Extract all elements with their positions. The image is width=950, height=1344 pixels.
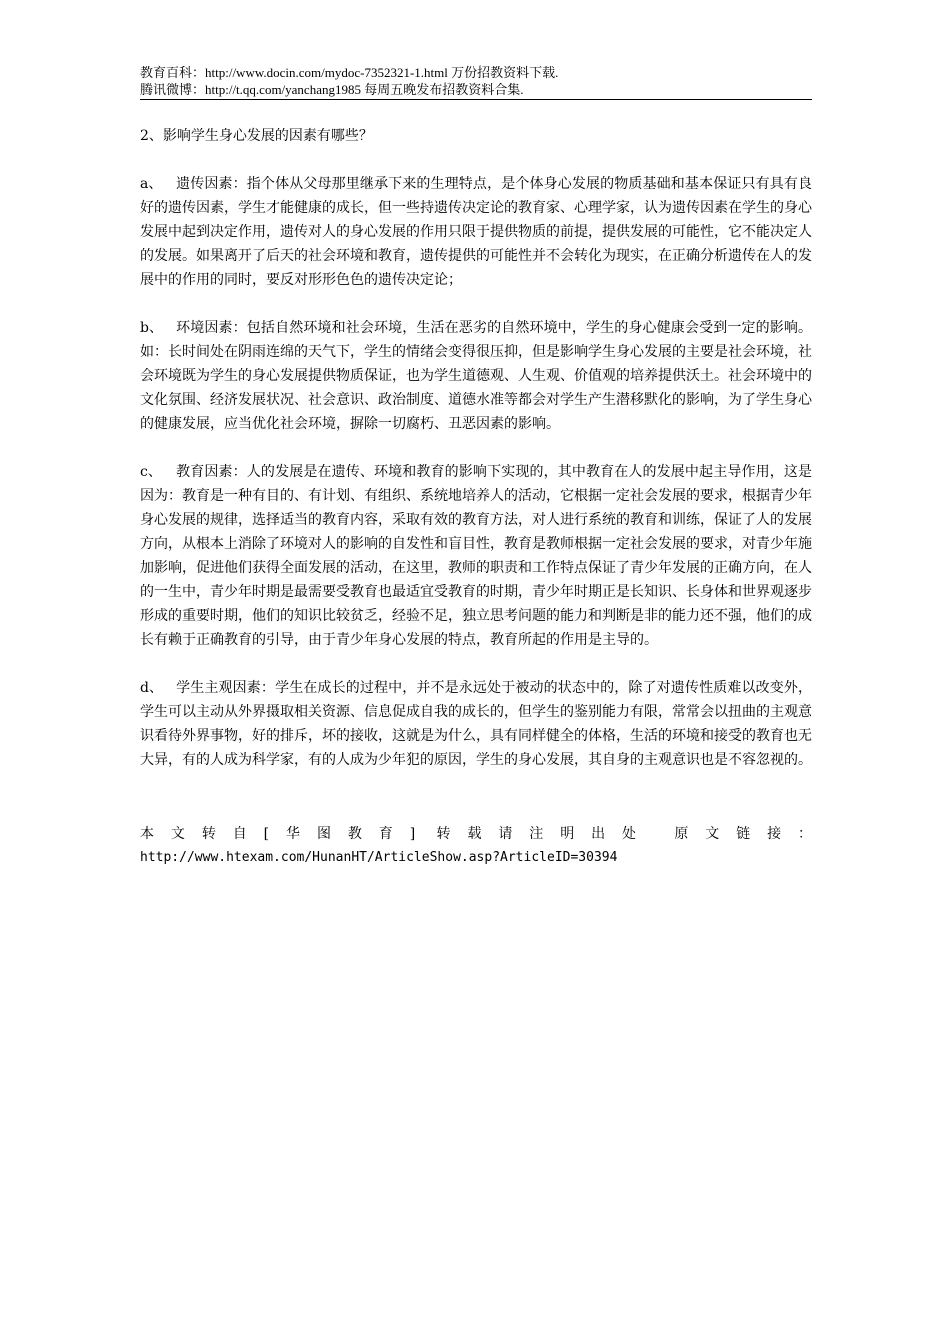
document-page xyxy=(140,64,812,870)
paragraph-heredity xyxy=(140,172,812,292)
paragraph-label: a、 xyxy=(140,176,163,192)
paragraph-education xyxy=(140,460,812,652)
paragraph-text: 学生主观因素：学生在成长的过程中，并不是永远处于被动的状态中的，除了对遗传性质难以改变外，学生可以主动从外界摄取相关资源、信息促成自我的成长的，但学生的鉴别能力有限，常常会以扭曲的主观意识看待外界事物，好的排斥，坏的接收，这就是为什么，具有同样健全的体格，生活的环境和接受的教育也无大异，有的人成为科学家，有的人成为少年犯的原因，学生的身心发展，其自身的主观意识也是不容忽视的。 xyxy=(140,680,812,768)
paragraph-text: 教育因素：人的发展是在遗传、环境和教育的影响下实现的，其中教育在人的发展中起主导作用，这是因为：教育是一种有目的、有计划、有组织、系统地培养人的活动，它根据一定社会发展的要求，根据青少年身心发展的规律，选择适当的教育内容，采取有效的教育方法，对人进行系统的教育和训练，保证了人的发展方向，从根本上消除了环境对人的影响的自发性和盲目性，教育是教师根据一定社会发展的要求，对青少年施加影响，促进他们获得全面发展的活动，在这里，教师的职责和工作特点保证了青少年发展的正确方向，在人的一生中，青少年时期是最需要受教育也最适宜受教育的时期，青少年时期正是长知识、长身体和世界观逐步形成的重要时期，他们的知识比较贫乏，经验不足，独立思考问题的能力和判断是非的能力还不强，他们的成长有赖于正确教育的引导，由于青少年身心发展的特点，教育所起的作用是主导的。 xyxy=(140,464,812,648)
paragraph-text: 遗传因素：指个体从父母那里继承下来的生理特点，是个体身心发展的物质基础和基本保证只有具有良好的遗传因素，学生才能健康的成长，但一些持遗传决定论的教育家、心理学家，认为遗传因素在学生的身心发展中起到决定作用，遗传对人的身心发展的作用只限于提供物质的前提，提供发展的可能性，它不能决定人的发展。如果离开了后天的社会环境和教育，遗传提供的可能性并不会转化为现实，在正确分析遗传在人的发展中的作用的同时，要反对形形色色的遗传决定论； xyxy=(140,176,812,288)
paragraph-subjective xyxy=(140,676,812,772)
source-link[interactable]: http://www.htexam.com/HunanHT/ArticleShow.asp?ArticleID=30394 xyxy=(140,850,618,865)
question-title: 2、影响学生身心发展的因素有哪些？ xyxy=(140,128,373,144)
paragraph-label: b、 xyxy=(140,320,163,336)
paragraph-text: 环境因素：包括自然环境和社会环境，生活在恶劣的自然环境中，学生的身心健康会受到一定的影响。如：长时间处在阴雨连绵的天气下，学生的情绪会变得很压抑，但是影响学生身心发展的主要是社会环境，社会环境既为学生的身心发展提供物质保证，也为学生道德观、人生观、价值观的培养提供沃土。社会环境中的文化氛围、经济发展状况、社会意识、政治制度、道德水准等都会对学生产生潜移默化的影响，为了学生身心的健康发展，应当优化社会环境，摒除一切腐朽、丑恶因素的影响。 xyxy=(140,320,812,432)
header-line-docin: 教育百科：http://www.docin.com/mydoc-7352321-1.html 万份招教资料下载. xyxy=(140,65,559,80)
source-attribution xyxy=(140,822,812,870)
page-header xyxy=(140,64,812,100)
source-note: 本文转自[华图教育] 转载请注明出处 原文链接： xyxy=(140,826,812,842)
header-line-weibo: 腾讯微博：http://t.qq.com/yanchang1985 每周五晚发布招教资料合集. xyxy=(140,82,524,97)
paragraph-environment xyxy=(140,316,812,436)
paragraph-label: d、 xyxy=(140,680,163,696)
paragraph-label: c、 xyxy=(140,464,162,480)
